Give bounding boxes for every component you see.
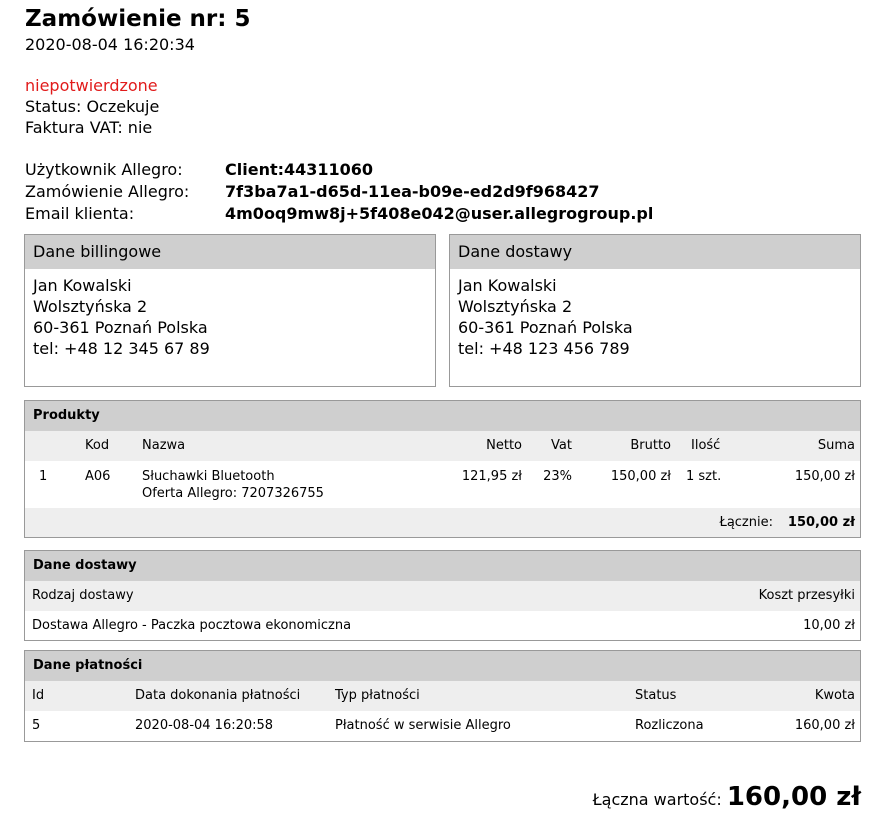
col-nazwa: Nazwa [142,438,186,453]
product-ilosc: 1 szt. [686,469,722,484]
payments-panel [24,650,861,742]
allegro-order-label: Zamówienie Allegro: [25,182,190,201]
allegro-order-row [25,182,600,201]
shipping-title: Dane dostawy [450,235,860,269]
col-date: Data dokonania płatności [135,688,301,703]
client-email-value: 4m0oq9mw8j+5f408e042@user.allegrogroup.pl [225,204,654,223]
delivery-cost: 10,00 zł [803,618,855,633]
table-row [25,461,860,508]
product-suma: 150,00 zł [794,469,855,484]
billing-phone: tel: +48 12 345 67 89 [33,339,210,358]
billing-city: 60-361 Poznań Polska [33,318,208,337]
billing-title: Dane billingowe [25,235,435,269]
allegro-user-label: Użytkownik Allegro: [25,160,183,179]
payments-header-row [25,681,860,711]
products-panel [24,400,861,538]
product-lp: 1 [39,469,48,484]
col-vat: Vat [551,438,572,453]
product-vat: 23% [543,469,572,484]
products-header-row [25,431,860,461]
col-id: Id [32,688,45,703]
product-name: Słuchawki Bluetooth [142,469,275,484]
col-status: Status [635,688,677,703]
product-offer: Oferta Allegro: 7207326755 [142,486,324,501]
products-total-row [25,508,860,537]
shipping-address-box [449,234,861,387]
payments-title: Dane płatności [25,651,860,681]
product-netto: 121,95 zł [461,469,522,484]
delivery-title: Dane dostawy [25,551,860,581]
billing-name: Jan Kowalski [33,276,132,295]
payment-date: 2020-08-04 16:20:58 [135,718,274,733]
payment-type: Płatność w serwisie Allegro [335,718,511,733]
payment-status: Rozliczona [635,718,704,733]
col-kod: Kod [85,438,110,453]
shipping-name: Jan Kowalski [458,276,557,295]
allegro-user-value: Client:44311060 [225,160,374,179]
delivery-header-row [25,581,860,611]
shipping-street: Wolsztyńska 2 [458,297,573,316]
products-title: Produkty [25,401,860,431]
billing-box [24,234,436,387]
client-email-label: Email klienta: [25,204,135,223]
order-status: Status: Oczekuje [25,97,160,116]
shipping-city: 60-361 Poznań Polska [458,318,633,337]
col-ilosc: Ilość [691,438,721,453]
products-total-label: Łącznie: [719,515,773,530]
col-suma: Suma [817,438,855,453]
col-type: Typ płatności [335,688,420,703]
grand-total-value: 160,00 zł [726,782,861,812]
allegro-user-row [25,160,373,179]
col-netto: Netto [486,438,522,453]
col-brutto: Brutto [630,438,671,453]
grand-total [593,782,861,812]
order-title: Zamówienie nr: 5 [25,6,251,32]
product-kod: A06 [85,469,111,484]
table-row [25,711,860,741]
delivery-type-header: Rodzaj dostawy [32,588,134,603]
client-email-row [25,204,653,223]
order-datetime: 2020-08-04 16:20:34 [25,35,195,54]
products-total-value: 150,00 zł [787,515,855,530]
payment-id: 5 [32,718,41,733]
shipping-phone: tel: +48 123 456 789 [458,339,630,358]
delivery-cost-header: Koszt przesyłki [758,588,855,603]
grand-total-label: Łączna wartość: [592,790,722,809]
payment-amount: 160,00 zł [794,718,855,733]
billing-street: Wolsztyńska 2 [33,297,148,316]
confirmation-status: niepotwierdzone [25,76,158,95]
delivery-type: Dostawa Allegro - Paczka pocztowa ekonomiczna [32,618,352,633]
col-amount: Kwota [814,688,855,703]
delivery-panel [24,550,861,641]
invoice-status: Faktura VAT: nie [25,118,153,137]
product-brutto: 150,00 zł [610,469,671,484]
table-row [25,611,860,640]
allegro-order-value: 7f3ba7a1-d65d-11ea-b09e-ed2d9f968427 [225,182,600,201]
